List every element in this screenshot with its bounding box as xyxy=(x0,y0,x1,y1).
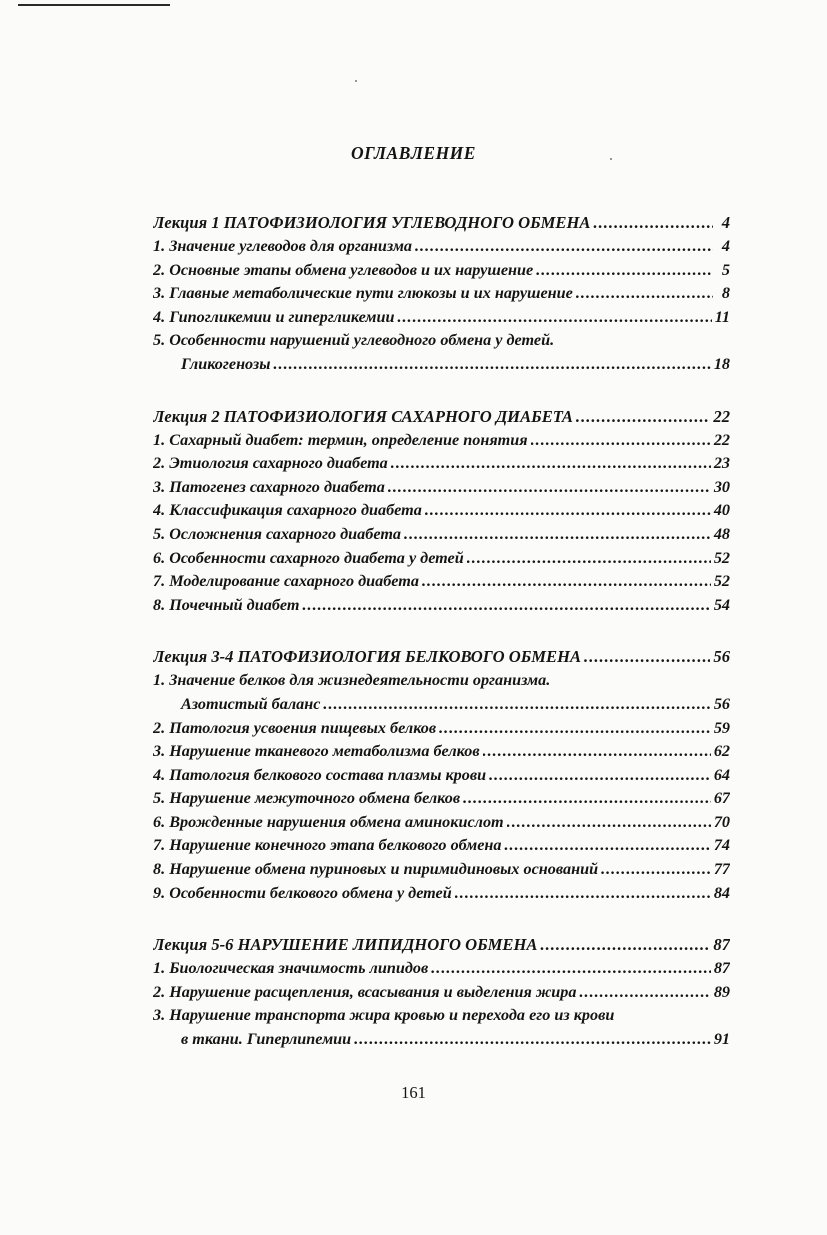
toc-entry xyxy=(153,740,730,764)
toc-heading: ОГЛАВЛЕНИЕ xyxy=(351,143,476,163)
dot-leader xyxy=(273,353,710,377)
entry-page: 77 xyxy=(713,860,730,879)
dot-leader xyxy=(576,282,713,306)
entry-page: 22 xyxy=(713,430,730,449)
toc-entry xyxy=(153,547,730,571)
entry-title: 2. Патология усвоения пищевых белков xyxy=(153,718,437,737)
entry-title: 3. Патогенез сахарного диабета xyxy=(153,477,385,496)
dot-leader xyxy=(463,787,711,811)
toc-entry xyxy=(153,259,730,283)
toc-entry xyxy=(153,429,730,453)
entry-title: 6. Особенности сахарного диабета у детей xyxy=(153,548,464,567)
toc-entry-continuation xyxy=(153,1028,730,1052)
entry-title: Гликогенозы xyxy=(181,354,271,373)
entry-page: 64 xyxy=(713,765,730,784)
entry-page: 48 xyxy=(713,524,730,543)
entry-page: 8 xyxy=(721,284,730,303)
entry-title: Лекция 1 ПАТОФИЗИОЛОГИЯ УГЛЕВОДНОГО ОБМЕНА xyxy=(153,213,591,232)
dot-leader xyxy=(439,717,711,741)
toc-entry xyxy=(153,235,730,259)
lecture-entry xyxy=(153,932,730,957)
dot-leader xyxy=(455,882,711,906)
dot-leader xyxy=(593,210,713,235)
lecture-entry xyxy=(153,404,730,429)
dot-leader xyxy=(422,570,711,594)
entry-title: 1. Значение углеводов для организма xyxy=(153,237,412,255)
entry-page: 4 xyxy=(721,213,730,232)
entry-page: 22 xyxy=(713,406,730,426)
dot-leader xyxy=(415,235,713,259)
entry-page: 74 xyxy=(713,836,730,855)
entry-title: 2. Этиология сахарного диабета xyxy=(153,454,388,473)
entry-title: Лекция 3-4 ПАТОФИЗИОЛОГИЯ БЕЛКОВОГО ОБМЕНА xyxy=(153,647,582,667)
dot-leader xyxy=(483,740,711,764)
dot-leader xyxy=(354,1028,711,1052)
entry-page: 59 xyxy=(713,718,730,737)
entry-title: 8. Нарушение обмена пуриновых и пиримидиновых оснований xyxy=(153,860,599,879)
entry-title: 9. Особенности белкового обмена у детей xyxy=(153,883,452,902)
toc-entry xyxy=(153,570,730,594)
entry-page: 84 xyxy=(713,883,730,902)
entry-title: 3. Нарушение тканевого метаболизма белков xyxy=(153,742,480,761)
dot-leader xyxy=(323,693,710,717)
entry-title: Лекция 2 ПАТОФИЗИОЛОГИЯ САХАРНОГО ДИАБЕТА xyxy=(153,406,573,426)
entry-page: 4 xyxy=(721,237,730,255)
entry-title: 4. Классификация сахарного диабета xyxy=(153,501,422,520)
toc-entry xyxy=(153,669,730,693)
entry-page: 56 xyxy=(713,694,730,713)
entry-title: 1. Сахарный диабет: термин, определение понятия xyxy=(153,430,528,449)
entry-page: 5 xyxy=(721,260,730,279)
entry-title: 2. Нарушение расщепления, всасывания и выделения жира xyxy=(153,982,577,1001)
entry-title: 2. Основные этапы обмена углеводов и их нарушение xyxy=(153,260,534,279)
toc-entry xyxy=(153,306,730,330)
entry-page: 87 xyxy=(713,959,730,978)
toc-section xyxy=(153,210,730,377)
table-of-contents xyxy=(153,210,730,1079)
toc-entry xyxy=(153,329,730,353)
toc-entry xyxy=(153,811,730,835)
toc-entry xyxy=(153,957,730,981)
entry-page: 70 xyxy=(713,812,730,831)
entry-page: 23 xyxy=(713,454,730,473)
dot-leader xyxy=(531,429,711,453)
entry-page: 67 xyxy=(713,789,730,808)
entry-page: 52 xyxy=(713,548,730,567)
toc-entry xyxy=(153,764,730,788)
dot-leader xyxy=(397,306,711,330)
entry-title: 5. Осложнения сахарного диабета xyxy=(153,524,402,543)
entry-title: 3. Главные метаболические пути глюкозы и их нарушение xyxy=(153,284,573,303)
entry-title: 4. Гипогликемии и гипергликемии xyxy=(153,307,395,326)
entry-title: 5. Особенности нарушений углеводного обмена у детей. xyxy=(153,331,555,350)
dot-leader xyxy=(467,547,711,571)
toc-entry-continuation xyxy=(153,353,730,377)
toc-entry xyxy=(153,717,730,741)
dot-leader xyxy=(391,452,711,476)
toc-section xyxy=(153,404,730,618)
toc-entry xyxy=(153,834,730,858)
toc-entry xyxy=(153,282,730,306)
lecture-entry xyxy=(153,210,730,235)
toc-entry xyxy=(153,1004,730,1028)
toc-entry xyxy=(153,594,730,618)
scan-speck xyxy=(355,80,357,82)
entry-page: 52 xyxy=(713,572,730,591)
entry-title: 7. Нарушение конечного этапа белкового обмена xyxy=(153,836,502,855)
entry-page: 56 xyxy=(713,647,730,667)
toc-section xyxy=(153,644,730,905)
entry-page: 87 xyxy=(713,935,730,955)
entry-title: в ткани. Гиперлипемии xyxy=(181,1030,352,1049)
toc-entry xyxy=(153,452,730,476)
dot-leader xyxy=(536,259,713,283)
entry-page: 91 xyxy=(713,1030,730,1049)
dot-leader xyxy=(576,404,710,429)
entry-title: 1. Биологическая значимость липидов xyxy=(153,959,429,978)
entry-page: 54 xyxy=(713,595,730,614)
dot-leader xyxy=(584,644,710,669)
scan-edge-mark xyxy=(18,4,170,6)
dot-leader xyxy=(507,811,711,835)
toc-entry xyxy=(153,476,730,500)
entry-title: 7. Моделирование сахарного диабета xyxy=(153,572,419,591)
lecture-entry xyxy=(153,644,730,669)
entry-page: 62 xyxy=(713,742,730,761)
toc-entry-continuation xyxy=(153,693,730,717)
entry-title: Лекция 5-6 НАРУШЕНИЕ ЛИПИДНОГО ОБМЕНА xyxy=(153,935,538,955)
entry-title: 4. Патология белкового состава плазмы крови xyxy=(153,765,487,784)
dot-leader xyxy=(601,858,711,882)
toc-entry xyxy=(153,858,730,882)
dot-leader xyxy=(404,523,711,547)
dot-leader xyxy=(504,834,710,858)
entry-title: 3. Нарушение транспорта жира кровью и перехода его из крови xyxy=(153,1006,615,1025)
entry-page: 11 xyxy=(714,307,730,326)
entry-title: Азотистый баланс xyxy=(181,694,321,713)
entry-title: 5. Нарушение межуточного обмена белков xyxy=(153,789,461,808)
entry-page: 30 xyxy=(713,477,730,496)
dot-leader xyxy=(302,594,710,618)
page-number: 161 xyxy=(401,1083,426,1102)
toc-entry xyxy=(153,523,730,547)
entry-page: 89 xyxy=(713,982,730,1001)
dot-leader xyxy=(489,764,711,788)
toc-entry xyxy=(153,787,730,811)
toc-entry xyxy=(153,981,730,1005)
toc-entry xyxy=(153,499,730,523)
dot-leader xyxy=(425,499,711,523)
entry-page: 18 xyxy=(713,354,730,373)
dot-leader xyxy=(431,957,711,981)
toc-entry xyxy=(153,882,730,906)
dot-leader xyxy=(579,981,710,1005)
entry-page: 40 xyxy=(713,501,730,520)
dot-leader xyxy=(540,932,710,957)
entry-title: 1. Значение белков для жизнедеятельности организма. xyxy=(153,671,551,690)
toc-section xyxy=(153,932,730,1051)
entry-title: 6. Врожденные нарушения обмена аминокислот xyxy=(153,812,504,831)
dot-leader xyxy=(388,476,711,500)
entry-title: 8. Почечный диабет xyxy=(153,595,300,614)
